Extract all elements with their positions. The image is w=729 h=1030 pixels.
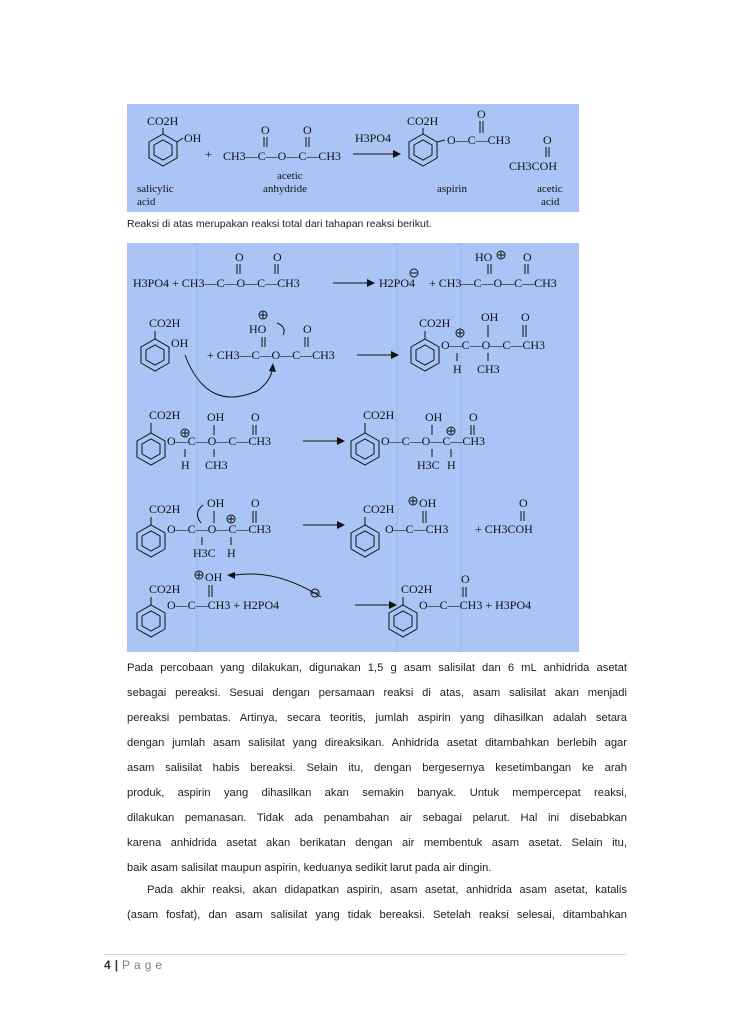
acetic-acid-name-2: acid bbox=[541, 196, 560, 208]
paragraph-line: Pada percobaan yang dilakukan, digunakan 1,5 g asam salisilat dan 6 mL anhidrida asetat bbox=[127, 662, 627, 674]
step2-middle: + CH3—C—O—C—CH3 bbox=[207, 348, 335, 362]
step5-product: O—C—CH3 + H3PO4 bbox=[419, 598, 532, 612]
oxygen-label: O bbox=[303, 123, 312, 137]
scheme-caption: Reaksi di atas merupakan reaksi total dari tahapan reaksi berikut. bbox=[127, 218, 432, 230]
step3-oh: OH bbox=[207, 410, 225, 424]
step4-oh: OH bbox=[207, 496, 225, 510]
step5-left: O—C—CH3 + H2PO4 bbox=[167, 598, 280, 612]
oxygen-label: O bbox=[477, 107, 486, 121]
oh-label: OH bbox=[184, 131, 202, 145]
step2-ch3: CH3 bbox=[477, 362, 500, 376]
body-paragraph-1 bbox=[127, 656, 627, 881]
oxygen-label: O bbox=[469, 410, 478, 424]
step4-product: O—C—CH3 bbox=[385, 522, 449, 536]
mechanism-step-2 bbox=[141, 310, 545, 397]
step1-left: H3PO4 + CH3—C—O—C—CH3 bbox=[133, 276, 300, 290]
co2h-label: CO2H bbox=[419, 316, 451, 330]
co2h-label: CO2H bbox=[363, 502, 395, 516]
co2h-label: CO2H bbox=[147, 114, 179, 128]
co2h-label: CO2H bbox=[149, 408, 181, 422]
acetic-anhydride-formula: CH3—C—O—C—CH3 bbox=[223, 149, 342, 163]
paragraph-line: Pada akhir reaksi, akan didapatkan aspirin, asam asetat, anhidrida asam asetat, katalis bbox=[147, 884, 627, 896]
oxygen-label: O bbox=[303, 322, 312, 336]
oxygen-label: O bbox=[235, 250, 244, 264]
step3-oh: OH bbox=[425, 410, 443, 424]
plus-sign: + bbox=[205, 147, 212, 161]
footer-separator: | bbox=[114, 958, 119, 972]
catalyst-label: H3PO4 bbox=[355, 131, 392, 145]
paragraph-line: sebagai pereaksi. Sesuai dengan persamaan reaksi di atas, asam salisilat akan menjadi bbox=[127, 687, 627, 699]
step4-h: H bbox=[227, 546, 236, 560]
oxygen-label: O bbox=[273, 250, 282, 264]
step4-acid: + CH3COH bbox=[475, 522, 533, 536]
oxygen-label: O bbox=[523, 250, 532, 264]
co2h-label: CO2H bbox=[149, 582, 181, 596]
step2-ho: HO bbox=[249, 322, 267, 336]
step1-ho: HO bbox=[475, 250, 493, 264]
step1-h2po4: H2PO4 bbox=[379, 276, 416, 290]
step1-right: + CH3—C—O—C—CH3 bbox=[429, 276, 557, 290]
paragraph-line: pereaksi pembatas. Artinya, secara teoritis, jumlah aspirin yang dihasilkan adalah setara bbox=[127, 712, 627, 724]
oxygen-label: O bbox=[461, 572, 470, 586]
paragraph-line: asam salisilat habis bereaksi. Selain itu, dengan bergesernya kesetimbangan ke arah bbox=[127, 762, 627, 774]
paragraph-line: dengan jumlah asam salisilat yang direaksikan. Anhidrida asetat ditambahkan berlebih agar bbox=[127, 737, 627, 749]
page-label: Page bbox=[122, 958, 167, 972]
overall-reaction-drawing bbox=[127, 104, 579, 212]
co2h-label: CO2H bbox=[401, 582, 433, 596]
mechanism-step-3 bbox=[137, 408, 485, 472]
oxygen-label: O bbox=[519, 496, 528, 510]
oxygen-label: O bbox=[251, 410, 260, 424]
co2h-label: CO2H bbox=[363, 408, 395, 422]
oxygen-label: O bbox=[251, 496, 260, 510]
page-number: 4 bbox=[104, 958, 111, 972]
oxygen-label: O bbox=[543, 133, 552, 147]
paragraph-line: (asam fosfat), dan asam salisilat yang tidak bereaksi. Setelah reaksi selesai, ditambahkan bbox=[127, 909, 627, 921]
benzene-ring bbox=[409, 134, 437, 166]
step2-oh: OH bbox=[481, 310, 499, 324]
oh-label: OH bbox=[171, 336, 189, 350]
page-footer bbox=[104, 958, 166, 972]
footer-divider bbox=[104, 954, 626, 955]
mechanism-step-4 bbox=[137, 496, 533, 560]
step3-h: H bbox=[447, 458, 456, 472]
paragraph-line: baik asam salisilat maupun aspirin, keduanya sedikit larut pada air dingin. bbox=[127, 862, 492, 874]
paragraph-line: dilakukan pemanasan. Tidak ada penambahan air sebagai pelarut. Hal ini disebabkan bbox=[127, 812, 627, 824]
mechanism-step-5 bbox=[137, 570, 531, 637]
step4-oh: OH bbox=[419, 496, 437, 510]
acetic-acid-formula: CH3COH bbox=[509, 159, 558, 173]
oxygen-label: O bbox=[521, 310, 530, 324]
co2h-label: CO2H bbox=[149, 502, 181, 516]
paragraph-line: karena anhidrida asetat akan berikatan dengan air membentuk asam asetat. Selain itu, bbox=[127, 837, 627, 849]
step3-ch3: CH3 bbox=[205, 458, 228, 472]
overall-reaction-scheme bbox=[127, 104, 579, 212]
benzene-inner-ring bbox=[154, 140, 172, 160]
aspirin-formula: O—C—CH3 bbox=[447, 133, 511, 147]
co2h-label: CO2H bbox=[407, 114, 439, 128]
acetic-acid-name-1: acetic bbox=[537, 183, 563, 195]
step3-left: O—C—O—C—CH3 bbox=[167, 434, 272, 448]
step3-h: H bbox=[181, 458, 190, 472]
step3-h3c: H3C bbox=[417, 458, 440, 472]
step5-oh: OH bbox=[205, 570, 223, 584]
acetic-anhydride-name-1: acetic bbox=[277, 170, 303, 182]
oxygen-label: O bbox=[261, 123, 270, 137]
step3-right: O—C—O—C—CH3 bbox=[381, 434, 486, 448]
salicylic-acid-name-1: salicylic bbox=[137, 183, 174, 195]
body-paragraph-2 bbox=[127, 878, 627, 928]
paragraph-line: produk, aspirin yang dihasilkan akan semakin banyak. Untuk mempercepat reaksi, bbox=[127, 787, 627, 799]
aspirin-name: aspirin bbox=[437, 183, 467, 195]
co2h-label: CO2H bbox=[149, 316, 181, 330]
benzene-ring bbox=[149, 134, 177, 166]
mechanism-drawing bbox=[127, 243, 579, 652]
step2-product: O—C—O—C—CH3 bbox=[441, 338, 546, 352]
mechanism-scheme bbox=[127, 243, 579, 652]
step4-left: O—C—O—C—CH3 bbox=[167, 522, 272, 536]
salicylic-acid-name-2: acid bbox=[137, 196, 156, 208]
benzene-ring bbox=[141, 339, 169, 371]
step2-h: H bbox=[453, 362, 462, 376]
step4-h3c: H3C bbox=[193, 546, 216, 560]
acetic-anhydride-name-2: anhydride bbox=[263, 183, 307, 195]
